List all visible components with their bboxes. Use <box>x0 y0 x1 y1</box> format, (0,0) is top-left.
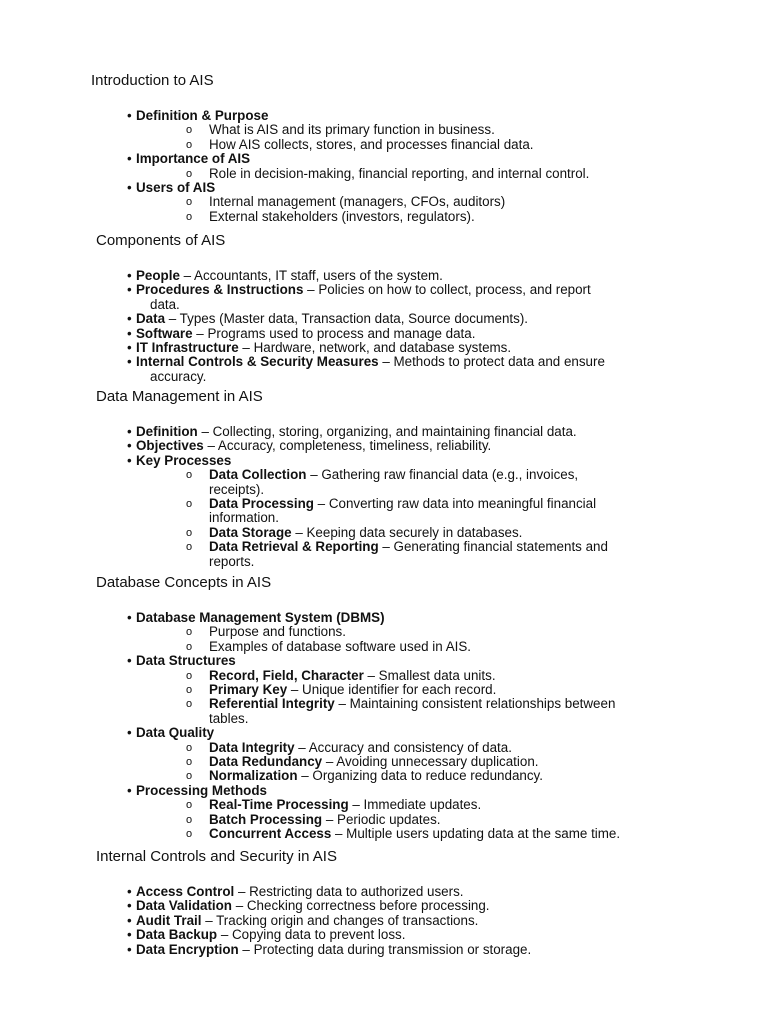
sub-list-item: o What is AIS and its primary function in business. <box>186 122 495 138</box>
circle-bullet-icon: o <box>186 626 193 639</box>
list-item: • Users of AIS o Internal management (managers, CFOs, auditors) o External stakeholders (investors, regulators). <box>0 181 768 224</box>
bullet-icon: • <box>127 325 132 341</box>
list-item: • Software – Programs used to process and manage data. <box>127 325 476 341</box>
circle-bullet-icon: o <box>186 541 193 554</box>
sub-list-item: o Data Retrieval & Reporting – Generating financial statements and reports. <box>186 539 608 569</box>
section-data-management <box>0 388 768 569</box>
bullet-icon: • <box>127 108 132 123</box>
section-internal-controls <box>0 848 768 957</box>
list-item: • Importance of AIS o Role in decision-making, financial reporting, and internal control. <box>0 152 768 181</box>
bullet-icon: • <box>127 424 132 439</box>
bullet-icon: • <box>127 927 132 943</box>
sub-list-item: o Examples of database software used in AIS. <box>186 638 472 654</box>
list-item: • IT Infrastructure – Hardware, network, and database systems. <box>127 340 512 356</box>
list-item: • Definition – Collecting, storing, organizing, and maintaining financial data. <box>127 424 577 439</box>
bullet-list <box>0 109 768 224</box>
bullet-list <box>0 885 768 957</box>
bullet-list <box>0 611 768 842</box>
section-heading: Internal Controls and Security in AIS <box>96 848 337 865</box>
sub-list-item: o Primary Key – Unique identifier for each record. <box>186 682 497 698</box>
bullet-icon: • <box>127 340 132 356</box>
sub-list-item: o Data Collection – Gathering raw financial data (e.g., invoices, receipts). <box>186 467 579 497</box>
list-item: • Objectives – Accuracy, completeness, timeliness, reliability. <box>127 438 492 454</box>
circle-bullet-icon: o <box>186 138 193 151</box>
sub-list-item: o Data Integrity – Accuracy and consistency of data. <box>186 739 512 755</box>
bullet-list <box>0 425 768 569</box>
list-item: • Access Control – Restricting data to authorized users. <box>127 884 464 899</box>
list-item: • People – Accountants, IT staff, users of the system. <box>127 268 443 283</box>
bullet-icon: • <box>127 354 132 370</box>
sub-list-item: o Internal management (managers, CFOs, auditors) <box>186 194 506 210</box>
circle-bullet-icon: o <box>186 756 193 769</box>
bullet-icon: • <box>127 725 132 741</box>
circle-bullet-icon: o <box>186 684 193 697</box>
sub-list-item: o Purpose and functions. <box>186 624 346 640</box>
bullet-icon: • <box>127 311 132 327</box>
sub-list <box>136 167 768 181</box>
sub-list-item: o Concurrent Access – Multiple users updating data at the same time. <box>186 826 621 842</box>
list-item: • Audit Trail – Tracking origin and changes of transactions. <box>127 912 479 928</box>
bullet-icon: • <box>127 151 132 167</box>
list-item: • Data Backup – Copying data to prevent loss. <box>127 927 406 943</box>
list-item: • Data Quality o Data Integrity – Accuracy and consistency of data. o Data Redundancy – Avoiding unnecessary duplication. o Normalization – Organizing data to reduce redundancy. <box>0 726 768 784</box>
sub-list <box>136 669 768 727</box>
bullet-icon: • <box>127 438 132 454</box>
circle-bullet-icon: o <box>186 770 193 783</box>
circle-bullet-icon: o <box>186 799 193 812</box>
circle-bullet-icon: o <box>186 526 193 539</box>
list-item: • Data – Types (Master data, Transaction data, Source documents). <box>127 311 529 327</box>
sub-list <box>136 195 768 224</box>
bullet-icon: • <box>127 282 132 298</box>
bullet-icon: • <box>127 268 132 283</box>
bullet-icon: • <box>127 610 132 625</box>
bullet-icon: • <box>127 898 132 914</box>
list-item: • Database Management System (DBMS) o Purpose and functions. o Examples of database software used in AIS. <box>0 611 768 654</box>
sub-list-item: o Data Storage – Keeping data securely in databases. <box>186 524 523 540</box>
circle-bullet-icon: o <box>186 124 193 137</box>
section-components <box>0 232 768 384</box>
sub-list-item: o Data Processing – Converting raw data into meaningful financial information. <box>186 496 597 526</box>
circle-bullet-icon: o <box>186 813 193 826</box>
sub-list-item: o Real-Time Processing – Immediate updates. <box>186 797 482 813</box>
sub-list-item: o Data Redundancy – Avoiding unnecessary duplication. <box>186 754 539 770</box>
bullet-icon: • <box>127 912 132 928</box>
circle-bullet-icon: o <box>186 828 193 841</box>
bullet-icon: • <box>127 180 132 196</box>
list-item: • Processing Methods o Real-Time Processing – Immediate updates. o Batch Processing – Periodic updates. o Concurrent Access – Multiple users updating data at the same time. <box>0 784 768 842</box>
sub-list <box>136 741 768 784</box>
circle-bullet-icon: o <box>186 196 193 209</box>
bullet-icon: • <box>127 452 132 468</box>
circle-bullet-icon: o <box>186 167 193 180</box>
list-item: • Internal Controls & Security Measures – Methods to protect data and ensure accuracy. <box>127 354 605 384</box>
section-introduction <box>0 72 768 224</box>
sub-list <box>136 798 768 841</box>
bullet-icon: • <box>127 782 132 798</box>
sub-list <box>136 468 768 569</box>
sub-list-item: o Normalization – Organizing data to reduce redundancy. <box>186 768 543 784</box>
sub-list-item: o How AIS collects, stores, and processes financial data. <box>186 136 534 152</box>
sub-list-item: o Batch Processing – Periodic updates. <box>186 811 441 827</box>
circle-bullet-icon: o <box>186 498 193 511</box>
sub-list-item: o Referential Integrity – Maintaining consistent relationships between tables. <box>186 696 616 726</box>
section-database-concepts <box>0 574 768 842</box>
bullet-icon: • <box>127 884 132 899</box>
circle-bullet-icon: o <box>186 210 193 223</box>
sub-list <box>136 123 768 152</box>
section-heading: Components of AIS <box>96 232 226 249</box>
circle-bullet-icon: o <box>186 669 193 682</box>
bullet-icon: • <box>127 653 132 669</box>
sub-list-item: o External stakeholders (investors, regulators). <box>186 208 475 224</box>
circle-bullet-icon: o <box>186 698 193 711</box>
sub-list <box>136 625 768 654</box>
list-item: • Key Processes o Data Collection – Gathering raw financial data (e.g., invoices, receipts). o Data Processing – Converting raw data into meaningful financial information. o Data Storage – Keeping data securely in databases. o Data Retrieval & Reporting – Generating financial statements and reports. <box>0 454 768 569</box>
circle-bullet-icon: o <box>186 640 193 653</box>
circle-bullet-icon: o <box>186 741 193 754</box>
bullet-icon: • <box>127 941 132 957</box>
sub-list-item: o Role in decision-making, financial reporting, and internal control. <box>186 165 590 181</box>
section-heading: Introduction to AIS <box>91 72 214 89</box>
list-item: • Data Encryption – Protecting data during transmission or storage. <box>127 941 532 957</box>
list-item: • Definition & Purpose o What is AIS and its primary function in business. o How AIS collects, stores, and processes financial data. <box>0 109 768 152</box>
bullet-list <box>0 269 768 384</box>
sub-list-item: o Record, Field, Character – Smallest data units. <box>186 667 496 683</box>
list-item: • Data Structures o Record, Field, Character – Smallest data units. o Primary Key – Unique identifier for each record. o Referential Integrity – Maintaining consistent relationships between tables. <box>0 654 768 726</box>
section-heading: Database Concepts in AIS <box>96 574 272 591</box>
circle-bullet-icon: o <box>186 469 193 482</box>
section-heading: Data Management in AIS <box>96 388 263 405</box>
list-item: • Procedures & Instructions – Policies on how to collect, process, and report data. <box>127 282 591 312</box>
list-item: • Data Validation – Checking correctness before processing. <box>127 898 490 914</box>
